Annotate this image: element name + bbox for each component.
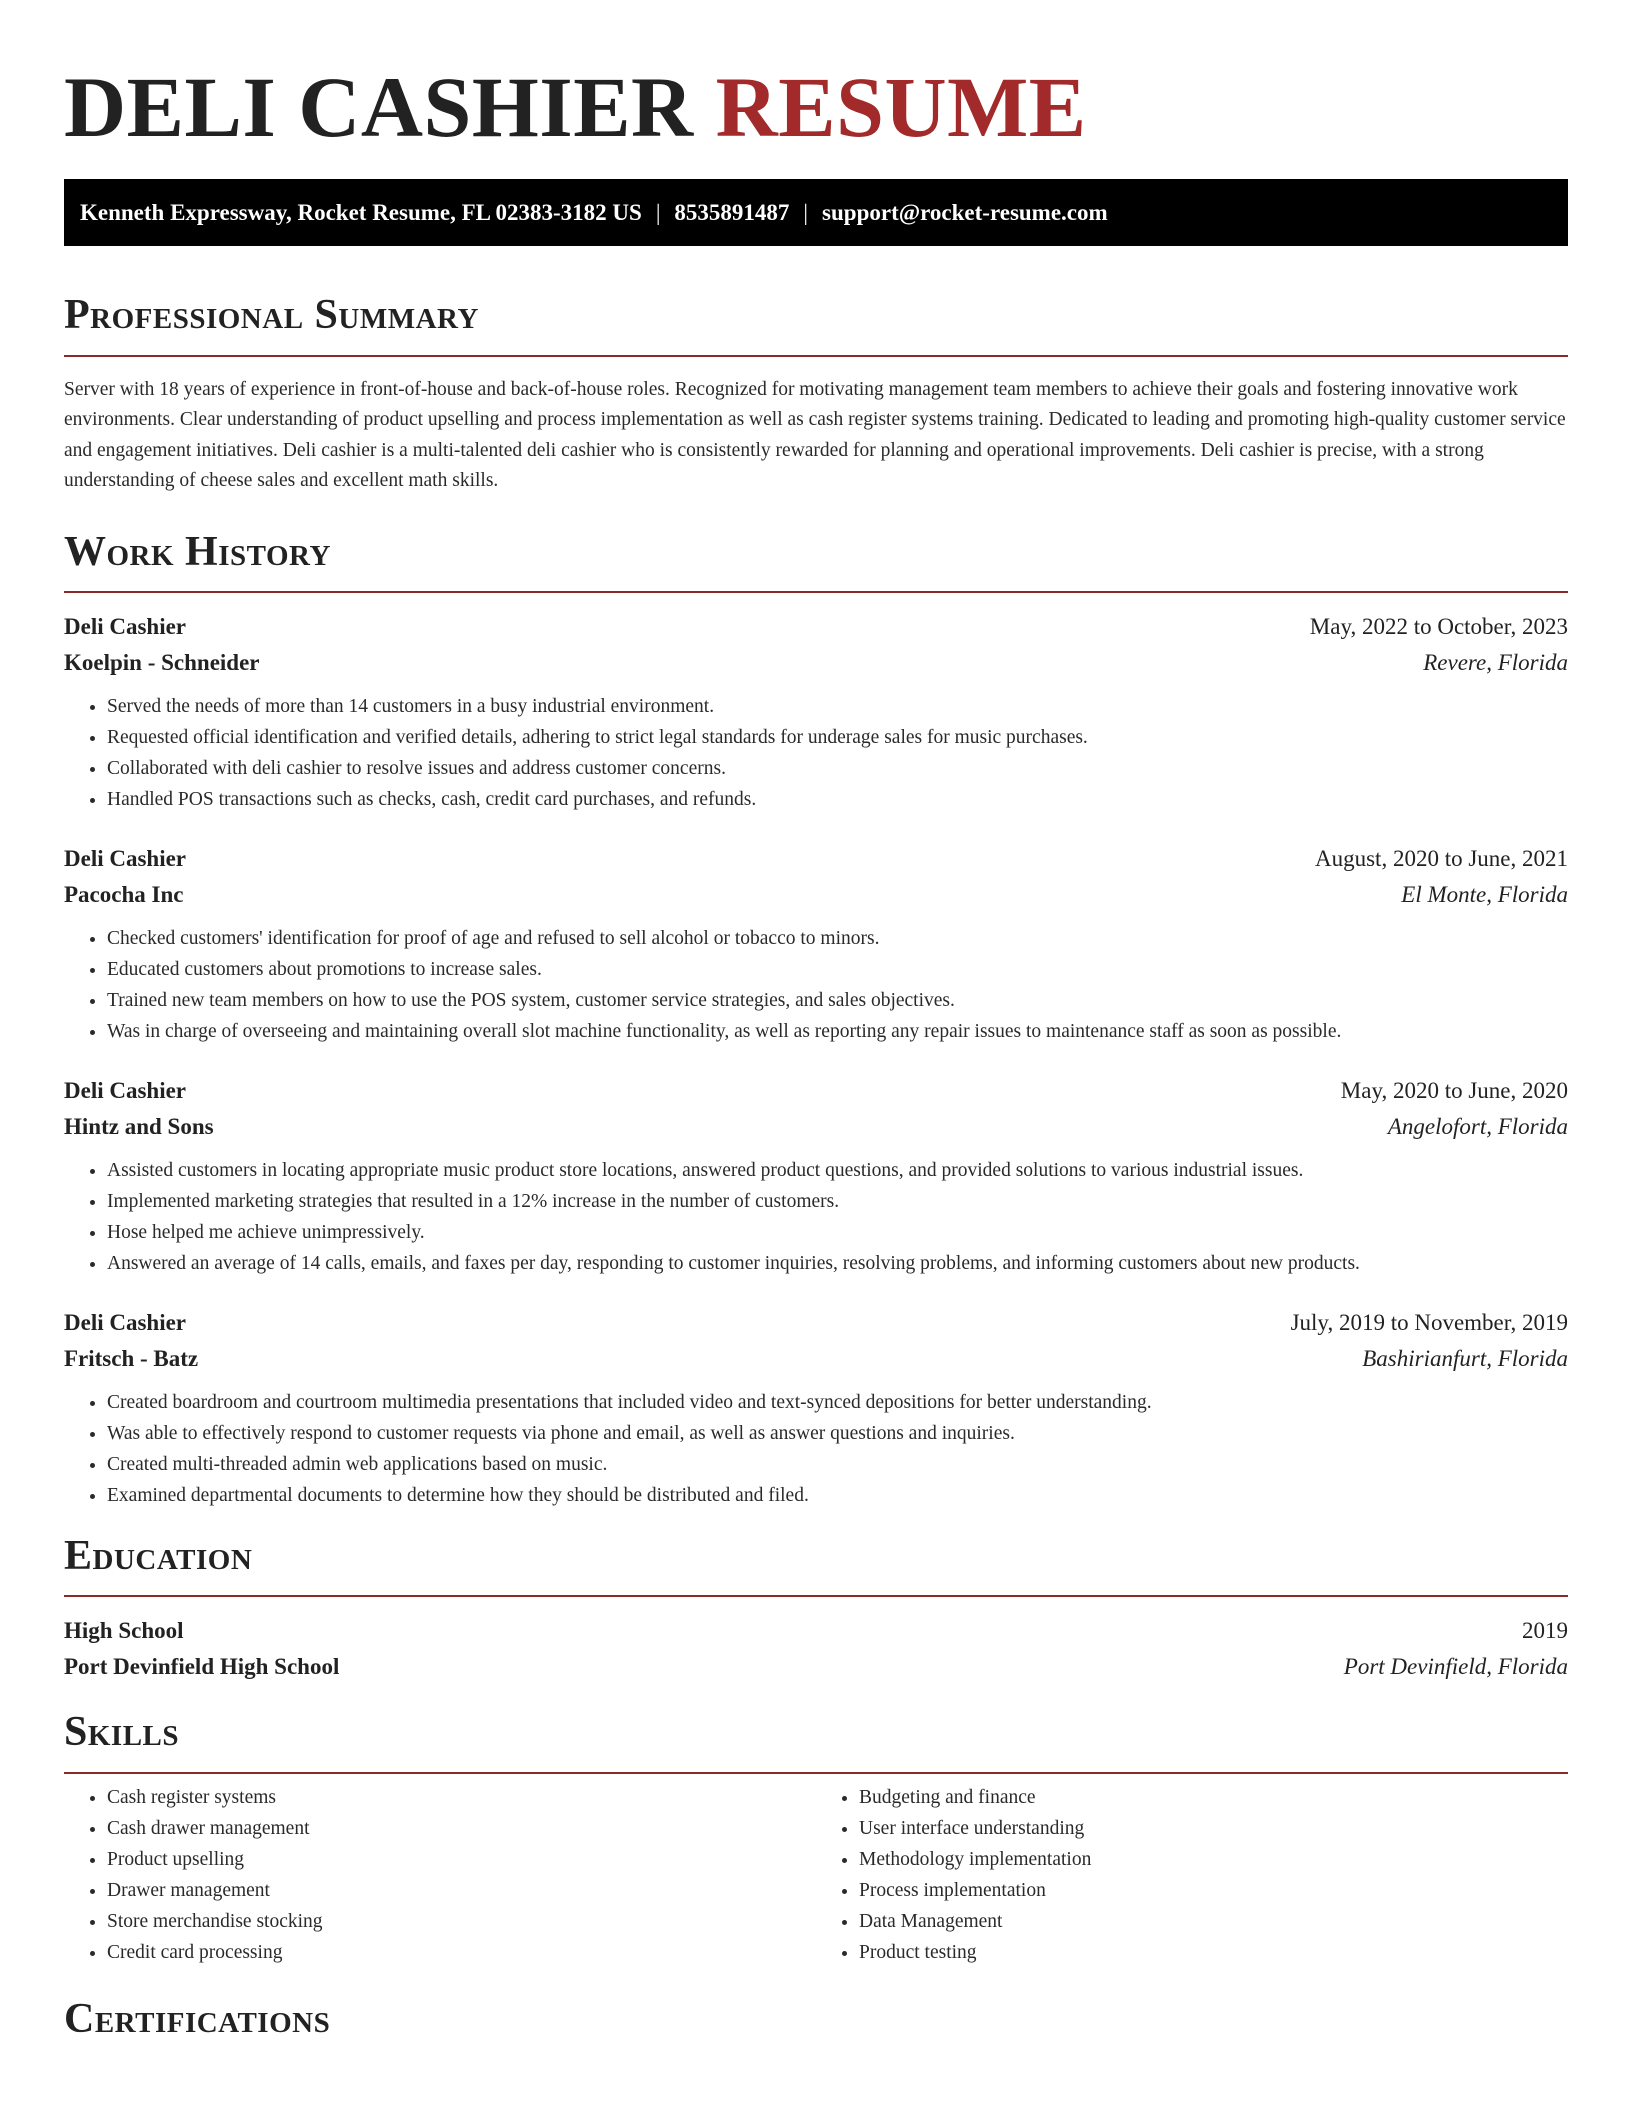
- job-title-row: [64, 1305, 1568, 1341]
- education-degree: High School: [64, 1618, 184, 1644]
- job-title-row: [64, 609, 1568, 645]
- skills-heading: Skills: [64, 1709, 180, 1756]
- skill-item: • Data Management: [859, 1906, 1568, 1937]
- job-bullet: • Collaborated with deli cashier to resolve issues and address customer concerns.: [107, 753, 1568, 784]
- job-company-row: [64, 1341, 1568, 1377]
- job-company: Fritsch - Batz: [64, 1345, 199, 1371]
- job-bullet: • Implemented marketing strategies that resulted in a 12% increase in the number of customers.: [107, 1186, 1568, 1217]
- job-bullets: [64, 1387, 1568, 1511]
- job-location: Revere, Florida: [1423, 649, 1568, 675]
- job-bullet: • Served the needs of more than 14 customers in a busy industrial environment.: [107, 691, 1568, 722]
- contact-address: Kenneth Expressway, Rocket Resume, FL 02383-3182 US: [80, 199, 642, 225]
- work-history-section: [64, 527, 1568, 1511]
- section-divider: [64, 1595, 1568, 1597]
- skill-item: • Drawer management: [107, 1875, 816, 1906]
- job-bullet: • Trained new team members on how to use the POS system, customer service strategies, and sales objectives.: [107, 985, 1568, 1016]
- summary-heading: Professional Summary: [64, 292, 479, 339]
- contact-bar: [64, 179, 1568, 246]
- resume-title: [64, 0, 1568, 159]
- job-bullet: • Handled POS transactions such as checks, cash, credit card purchases, and refunds.: [107, 784, 1568, 815]
- job-bullets: [64, 691, 1568, 815]
- job-entry: [64, 841, 1568, 1047]
- skill-item: • Credit card processing: [107, 1937, 816, 1968]
- job-company-row: [64, 645, 1568, 681]
- job-company-row: [64, 1109, 1568, 1145]
- job-bullet: • Assisted customers in locating appropriate music product store locations, answered product questions, and provided solutions to various industrial issues.: [107, 1155, 1568, 1186]
- job-title: Deli Cashier: [64, 613, 187, 639]
- job-dates: August, 2020 to June, 2021: [1315, 845, 1568, 871]
- job-title-row: [64, 841, 1568, 877]
- work-history-heading: Work History: [64, 528, 331, 575]
- job-bullet: • Created boardroom and courtroom multimedia presentations that included video and text-synced depositions for better understanding.: [107, 1387, 1568, 1418]
- skill-item: • User interface understanding: [859, 1813, 1568, 1844]
- job-bullet: • Was able to effectively respond to customer requests via phone and email, as well as answer questions and inquiries.: [107, 1418, 1568, 1449]
- job-title: Deli Cashier: [64, 1309, 187, 1335]
- skill-item: • Store merchandise stocking: [107, 1906, 816, 1937]
- contact-separator: |: [655, 199, 661, 225]
- job-title: Deli Cashier: [64, 1077, 187, 1103]
- section-divider: [64, 591, 1568, 593]
- skills-grid: [64, 1782, 1568, 1968]
- section-divider: [64, 1772, 1568, 1774]
- job-company: Hintz and Sons: [64, 1113, 214, 1139]
- section-divider: [64, 355, 1568, 357]
- skill-item: • Cash drawer management: [107, 1813, 816, 1844]
- job-entry: [64, 1305, 1568, 1511]
- title-main: DELI CASHIER: [64, 59, 694, 155]
- skills-list-right: [816, 1782, 1568, 1968]
- education-year: 2019: [1522, 1618, 1568, 1644]
- skill-item: • Cash register systems: [107, 1782, 816, 1813]
- job-location: Angelofort, Florida: [1387, 1113, 1568, 1139]
- certifications-section: [64, 1994, 1568, 2044]
- skills-section: [64, 1707, 1568, 1967]
- job-bullet: • Created multi-threaded admin web applications based on music.: [107, 1449, 1568, 1480]
- job-bullet: • Answered an average of 14 calls, emails, and faxes per day, responding to customer inquiries, resolving problems, and informing customers about new products.: [107, 1248, 1568, 1279]
- job-bullet: • Examined departmental documents to determine how they should be distributed and filed.: [107, 1480, 1568, 1511]
- skills-list-left: [64, 1782, 816, 1968]
- education-degree-row: [64, 1613, 1568, 1649]
- job-dates: May, 2020 to June, 2020: [1340, 1077, 1568, 1103]
- skill-item: • Budgeting and finance: [859, 1782, 1568, 1813]
- job-bullet: • Requested official identification and verified details, adhering to strict legal standards for underage sales for music purchases.: [107, 722, 1568, 753]
- job-title: Deli Cashier: [64, 845, 187, 871]
- contact-separator: |: [803, 199, 809, 225]
- job-bullet: • Educated customers about promotions to increase sales.: [107, 954, 1568, 985]
- summary-section: [64, 290, 1568, 496]
- job-entry: [64, 1073, 1568, 1279]
- skill-item: • Product testing: [859, 1937, 1568, 1968]
- job-entry: [64, 609, 1568, 815]
- contact-phone: 8535891487: [674, 199, 790, 225]
- education-school: Port Devinfield High School: [64, 1654, 340, 1680]
- job-bullet: • Hose helped me achieve unimpressively.: [107, 1217, 1568, 1248]
- skill-item: • Product upselling: [107, 1844, 816, 1875]
- education-heading: Education: [64, 1532, 253, 1579]
- job-dates: May, 2022 to October, 2023: [1309, 613, 1568, 639]
- summary-text: Server with 18 years of experience in front-of-house and back-of-house roles. Recognized for motivating management team members to achieve their goals and fostering innovative work environments. Clear understanding of product upselling and process implementation as well as cash register systems training. Dedicated to leading and promoting high-quality customer service and engagement initiatives. Deli cashier is a multi-talented deli cashier who is consistently rewarded for planning and operational improvements. Deli cashier is precise, with a strong understanding of cheese sales and excellent math skills.: [64, 378, 1566, 492]
- job-bullet: • Was in charge of overseeing and maintaining overall slot machine functionality, as well as reporting any repair issues to maintenance staff as soon as possible.: [107, 1016, 1568, 1047]
- education-school-row: [64, 1649, 1568, 1685]
- education-location: Port Devinfield, Florida: [1343, 1654, 1568, 1680]
- job-dates: July, 2019 to November, 2019: [1290, 1309, 1568, 1335]
- job-location: Bashirianfurt, Florida: [1362, 1345, 1568, 1371]
- education-entry: [64, 1613, 1568, 1685]
- job-bullets: [64, 923, 1568, 1047]
- contact-email: support@rocket-resume.com: [822, 199, 1108, 225]
- job-company: Koelpin - Schneider: [64, 649, 260, 675]
- job-location: El Monte, Florida: [1401, 881, 1568, 907]
- certifications-heading: Certifications: [64, 1995, 331, 2042]
- title-accent: RESUME: [715, 59, 1087, 155]
- education-section: [64, 1531, 1568, 1685]
- skill-item: • Methodology implementation: [859, 1844, 1568, 1875]
- job-company-row: [64, 877, 1568, 913]
- skill-item: • Process implementation: [859, 1875, 1568, 1906]
- job-company: Pacocha Inc: [64, 881, 184, 907]
- job-bullet: • Checked customers' identification for proof of age and refused to sell alcohol or tobacco to minors.: [107, 923, 1568, 954]
- job-title-row: [64, 1073, 1568, 1109]
- job-bullets: [64, 1155, 1568, 1279]
